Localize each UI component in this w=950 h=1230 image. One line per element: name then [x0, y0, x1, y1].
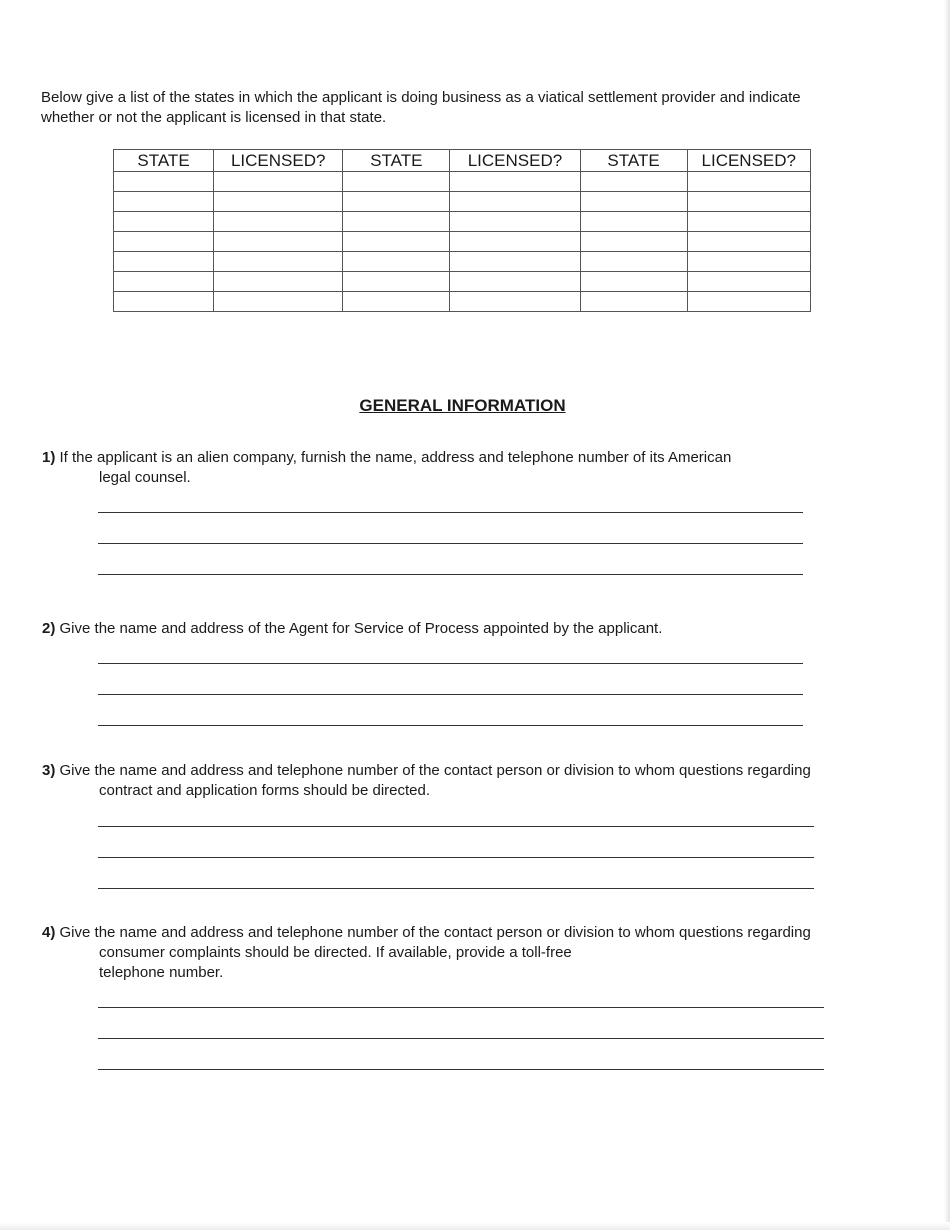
column-header-licensed: LICENSED? — [687, 150, 810, 172]
state-cell[interactable] — [343, 192, 450, 212]
answer-line-q1-3[interactable] — [98, 574, 803, 575]
question-text: Give the name and address and telephone number of the contact person or division to whom questions regarding — [59, 762, 811, 779]
state-cell[interactable] — [580, 172, 687, 192]
licensed-cell[interactable] — [214, 232, 343, 252]
answer-line-q2-1[interactable] — [98, 663, 803, 664]
licensed-cell[interactable] — [214, 172, 343, 192]
licensed-cell[interactable] — [687, 272, 810, 292]
answer-line-q4-3[interactable] — [98, 1069, 824, 1070]
licensed-cell[interactable] — [214, 192, 343, 212]
table-row — [114, 232, 811, 252]
column-header-state: STATE — [114, 150, 214, 172]
intro-text: Below give a list of the states in which the applicant is doing business as a viatical settlement provider and indicate whether or not the applicant is licensed in that state. — [41, 89, 801, 126]
answer-line-q3-1[interactable] — [98, 826, 814, 827]
state-cell[interactable] — [114, 212, 214, 232]
state-cell[interactable] — [114, 172, 214, 192]
scan-bottom-shadow — [0, 1222, 950, 1230]
answer-line-q2-2[interactable] — [98, 694, 803, 695]
licensed-cell[interactable] — [450, 192, 580, 212]
state-cell[interactable] — [343, 252, 450, 272]
column-header-state: STATE — [343, 150, 450, 172]
column-header-licensed: LICENSED? — [450, 150, 580, 172]
question-number: 4) — [42, 924, 56, 941]
answer-line-q4-2[interactable] — [98, 1038, 824, 1039]
question-continuation: legal counsel. — [99, 469, 191, 486]
question-4 — [42, 923, 872, 983]
licensed-cell[interactable] — [214, 272, 343, 292]
scan-edge-shadow — [944, 0, 950, 1230]
question-text: If the applicant is an alien company, furnish the name, address and telephone number of its American — [59, 449, 732, 466]
state-cell[interactable] — [343, 172, 450, 192]
table-row — [114, 172, 811, 192]
licensed-cell[interactable] — [687, 192, 810, 212]
licensed-cell[interactable] — [687, 212, 810, 232]
states-license-table — [113, 149, 811, 312]
answer-line-q3-2[interactable] — [98, 857, 814, 858]
answer-line-q1-2[interactable] — [98, 543, 803, 544]
state-cell[interactable] — [580, 252, 687, 272]
question-continuation: telephone number. — [99, 964, 224, 981]
answer-line-q1-1[interactable] — [98, 512, 803, 513]
answer-line-q2-3[interactable] — [98, 725, 803, 726]
state-cell[interactable] — [580, 192, 687, 212]
question-text: Give the name and address and telephone number of the contact person or division to whom questions regarding — [59, 924, 811, 941]
state-cell[interactable] — [580, 292, 687, 312]
licensed-cell[interactable] — [687, 172, 810, 192]
column-header-licensed: LICENSED? — [214, 150, 343, 172]
licensed-cell[interactable] — [214, 252, 343, 272]
licensed-cell[interactable] — [687, 252, 810, 272]
table-header-row — [114, 150, 811, 172]
licensed-cell[interactable] — [450, 252, 580, 272]
state-cell[interactable] — [343, 272, 450, 292]
state-cell[interactable] — [343, 292, 450, 312]
licensed-cell[interactable] — [214, 212, 343, 232]
table-row — [114, 192, 811, 212]
question-continuation: consumer complaints should be directed. If available, provide a toll-free — [99, 944, 572, 961]
answer-line-q4-1[interactable] — [98, 1007, 824, 1008]
answer-line-q3-3[interactable] — [98, 888, 814, 889]
table-row — [114, 212, 811, 232]
licensed-cell[interactable] — [687, 232, 810, 252]
question-number: 2) — [42, 620, 56, 637]
question-number: 1) — [42, 449, 56, 466]
state-cell[interactable] — [580, 232, 687, 252]
state-cell[interactable] — [114, 232, 214, 252]
state-cell[interactable] — [114, 252, 214, 272]
table-row — [114, 272, 811, 292]
question-3 — [42, 761, 872, 801]
question-2 — [42, 619, 862, 639]
licensed-cell[interactable] — [450, 172, 580, 192]
state-cell[interactable] — [114, 272, 214, 292]
state-cell[interactable] — [343, 232, 450, 252]
licensed-cell[interactable] — [214, 292, 343, 312]
section-heading: GENERAL INFORMATION — [359, 396, 566, 415]
state-cell[interactable] — [114, 192, 214, 212]
licensed-cell[interactable] — [450, 232, 580, 252]
table-row — [114, 252, 811, 272]
question-continuation: contract and application forms should be directed. — [99, 782, 431, 799]
licensed-cell[interactable] — [450, 212, 580, 232]
table-body — [114, 172, 811, 312]
state-cell[interactable] — [114, 292, 214, 312]
licensed-cell[interactable] — [687, 292, 810, 312]
table-row — [114, 292, 811, 312]
state-cell[interactable] — [580, 212, 687, 232]
state-cell[interactable] — [343, 212, 450, 232]
column-header-state: STATE — [580, 150, 687, 172]
licensed-cell[interactable] — [450, 292, 580, 312]
question-1 — [42, 448, 842, 488]
state-cell[interactable] — [580, 272, 687, 292]
licensed-cell[interactable] — [450, 272, 580, 292]
question-number: 3) — [42, 762, 56, 779]
question-text: Give the name and address of the Agent for Service of Process appointed by the applicant. — [59, 620, 663, 637]
